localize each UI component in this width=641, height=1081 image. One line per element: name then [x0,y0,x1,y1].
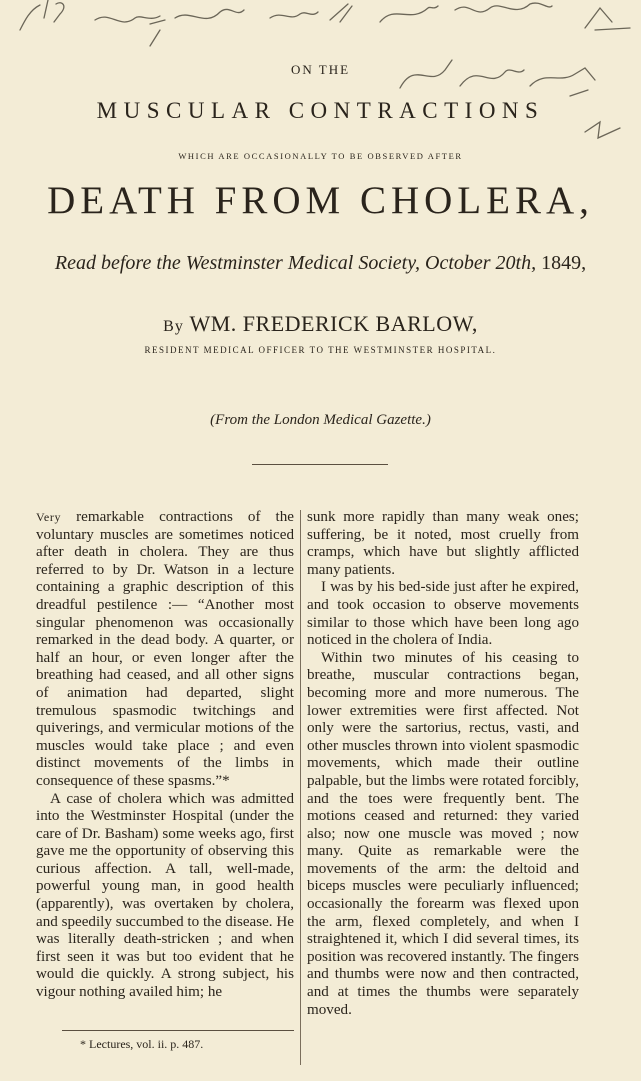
right-paragraph-3: Within two minutes of his ceasing to breathe, muscular contractions began, becoming more and more numerous. The lower extremities were first affected. Not only were the sartorius, rectus, vasti, and other muscles thrown into violent spasmodic movements, which made their outline palpable, but the limbs were rotated forcibly, and the toes were frequently bent. The motions ceased and returned: they varied also; now one muscle was moved ; now many. Quite as remarkable were the movements of the arm: the deltoid and biceps muscles were peculiarly influenced; occasionally the forearm was flexed upon the arm, flexed completely, and when I straightened it, which I did several times, its position was recovered instantly. The fingers and thumbs were now and then contracted, and at times the thumbs were separately moved. [307,649,579,1018]
left-paragraph-1 [36,509,294,791]
right-paragraph-2: I was by his bed-side just after he expired, and took occasion to observe movements similar to those which have been long ago noticed in the cholera of India. [307,579,579,649]
title-line-2: DEATH FROM CHOLERA, [47,179,594,222]
left-paragraph-2: A case of cholera which was admitted into the Westminster Hospital (under the care of Dr. Basham) some weeks ago, first gave me the opportunity of observing this curious affection. A tall, well-made, powerful young man, in good health (apparently), was overtaken by cholera, and speedily succumbed to the disease. He was literally death-stricken ; and when first seen it was but too evident that he would die quickly. A strong subject, his vigour nothing availed him; he [36,790,294,1001]
column-divider [300,510,301,1065]
author-line [0,311,641,337]
right-paragraph-1: sunk more rapidly than many weak ones; suffering, be it noted, most cruelly from cramps, which have but slightly afflicted many patients. [307,509,579,578]
author-by: By [163,318,184,335]
read-before-line [0,252,641,275]
read-before-day: 20th, [495,252,537,274]
left-paragraph-1-text: remarkable contractions of the voluntary muscles are sometimes noticed after death in cholera. They are thus referred to by Dr. Watson in a lecture containing a graphic description of this dreadful pestilence :— “Another most singular phenomenon was occasionally remarked in the dead body. A quarter, or half an hour, or even longer after the breathing had ceased, and all other signs of animation had departed, slight tremulous spasmodic twitchings and quiverings, and vermicular motions of the muscles would take place ; and even distinct movements of the limbs in consequence of these spasms.”* [36,509,294,789]
read-before-text: Read before the Westminster Medical Society, October [54,252,491,274]
on-the-label: ON THE [290,62,351,77]
subtitle: WHICH ARE OCCASIONALLY TO BE OBSERVED AFTER [178,151,463,161]
footnote-rule [62,1030,294,1031]
left-column [36,509,294,1002]
author-position: RESIDENT MEDICAL OFFICER TO THE WESTMINSTER HOSPITAL. [144,345,497,355]
footnote: * Lectures, vol. ii. p. 487. [80,1037,204,1051]
read-before-year: 1849, [541,252,587,274]
author-name: WM. FREDERICK BARLOW, [189,311,478,336]
title-line-1: MUSCULAR CONTRACTIONS [96,98,545,123]
right-column [307,509,579,1019]
section-divider [252,464,388,465]
source-citation: (From the London Medical Gazette.) [210,412,431,428]
drop-word: Very [36,510,62,524]
